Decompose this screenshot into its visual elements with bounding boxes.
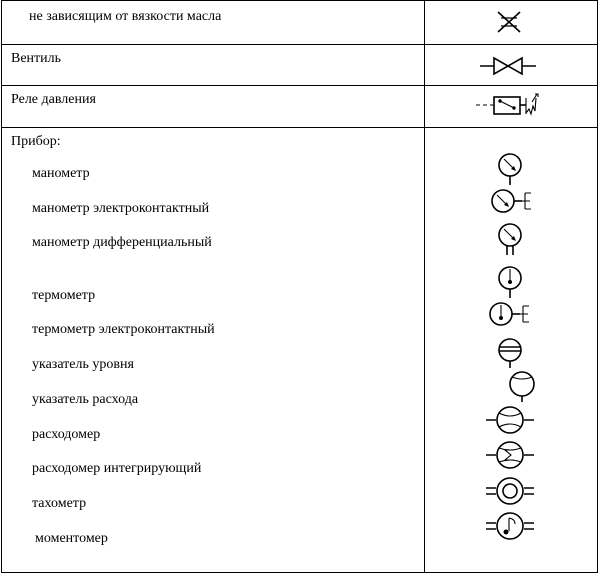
instrument-label: указатель уровня [32, 357, 134, 372]
table-border-left [1, 0, 2, 573]
tachometer-icon [484, 476, 536, 506]
electrocontact-manometer-icon [488, 186, 538, 218]
instrument-heading: Прибор: [11, 134, 61, 149]
row-divider [1, 85, 598, 86]
row-divider [1, 127, 598, 128]
electrocontact-thermometer-icon [486, 298, 536, 330]
row-divider [1, 44, 598, 45]
instrument-label: моментомер [35, 531, 108, 546]
thermometer-icon [495, 264, 525, 300]
throttle-viscosity-independent-icon [494, 8, 524, 36]
instrument-label: указатель расхода [32, 392, 139, 407]
instrument-label: термометр [32, 288, 96, 303]
instrument-label: тахометр [32, 496, 87, 511]
torque-meter-icon [484, 510, 536, 542]
instrument-label: расходомер интегрирующий [32, 461, 202, 476]
pressure-relay-icon [474, 89, 554, 121]
instrument-label: термометр электроконтактный [32, 322, 215, 337]
table-border-right [597, 0, 598, 573]
table-border-top [1, 0, 598, 1]
flowmeter-icon [484, 404, 536, 436]
instrument-label: манометр электроконтактный [32, 201, 210, 216]
instrument-label: расходомер [32, 427, 101, 442]
valve-icon [478, 55, 538, 77]
differential-manometer-icon [495, 221, 525, 257]
table-border-bottom [1, 572, 598, 573]
flow-indicator-icon [506, 368, 538, 404]
row-label: Реле давления [11, 92, 96, 107]
manometer-icon [495, 151, 525, 187]
integrating-flowmeter-icon [484, 439, 536, 471]
column-divider [424, 0, 425, 573]
row-label: Вентиль [11, 51, 62, 66]
instrument-label: манометр [32, 166, 90, 181]
level-indicator-icon [495, 336, 525, 370]
instrument-label: манометр дифференциальный [32, 235, 212, 250]
row-label: не зависящим от вязкости масла [29, 9, 222, 24]
